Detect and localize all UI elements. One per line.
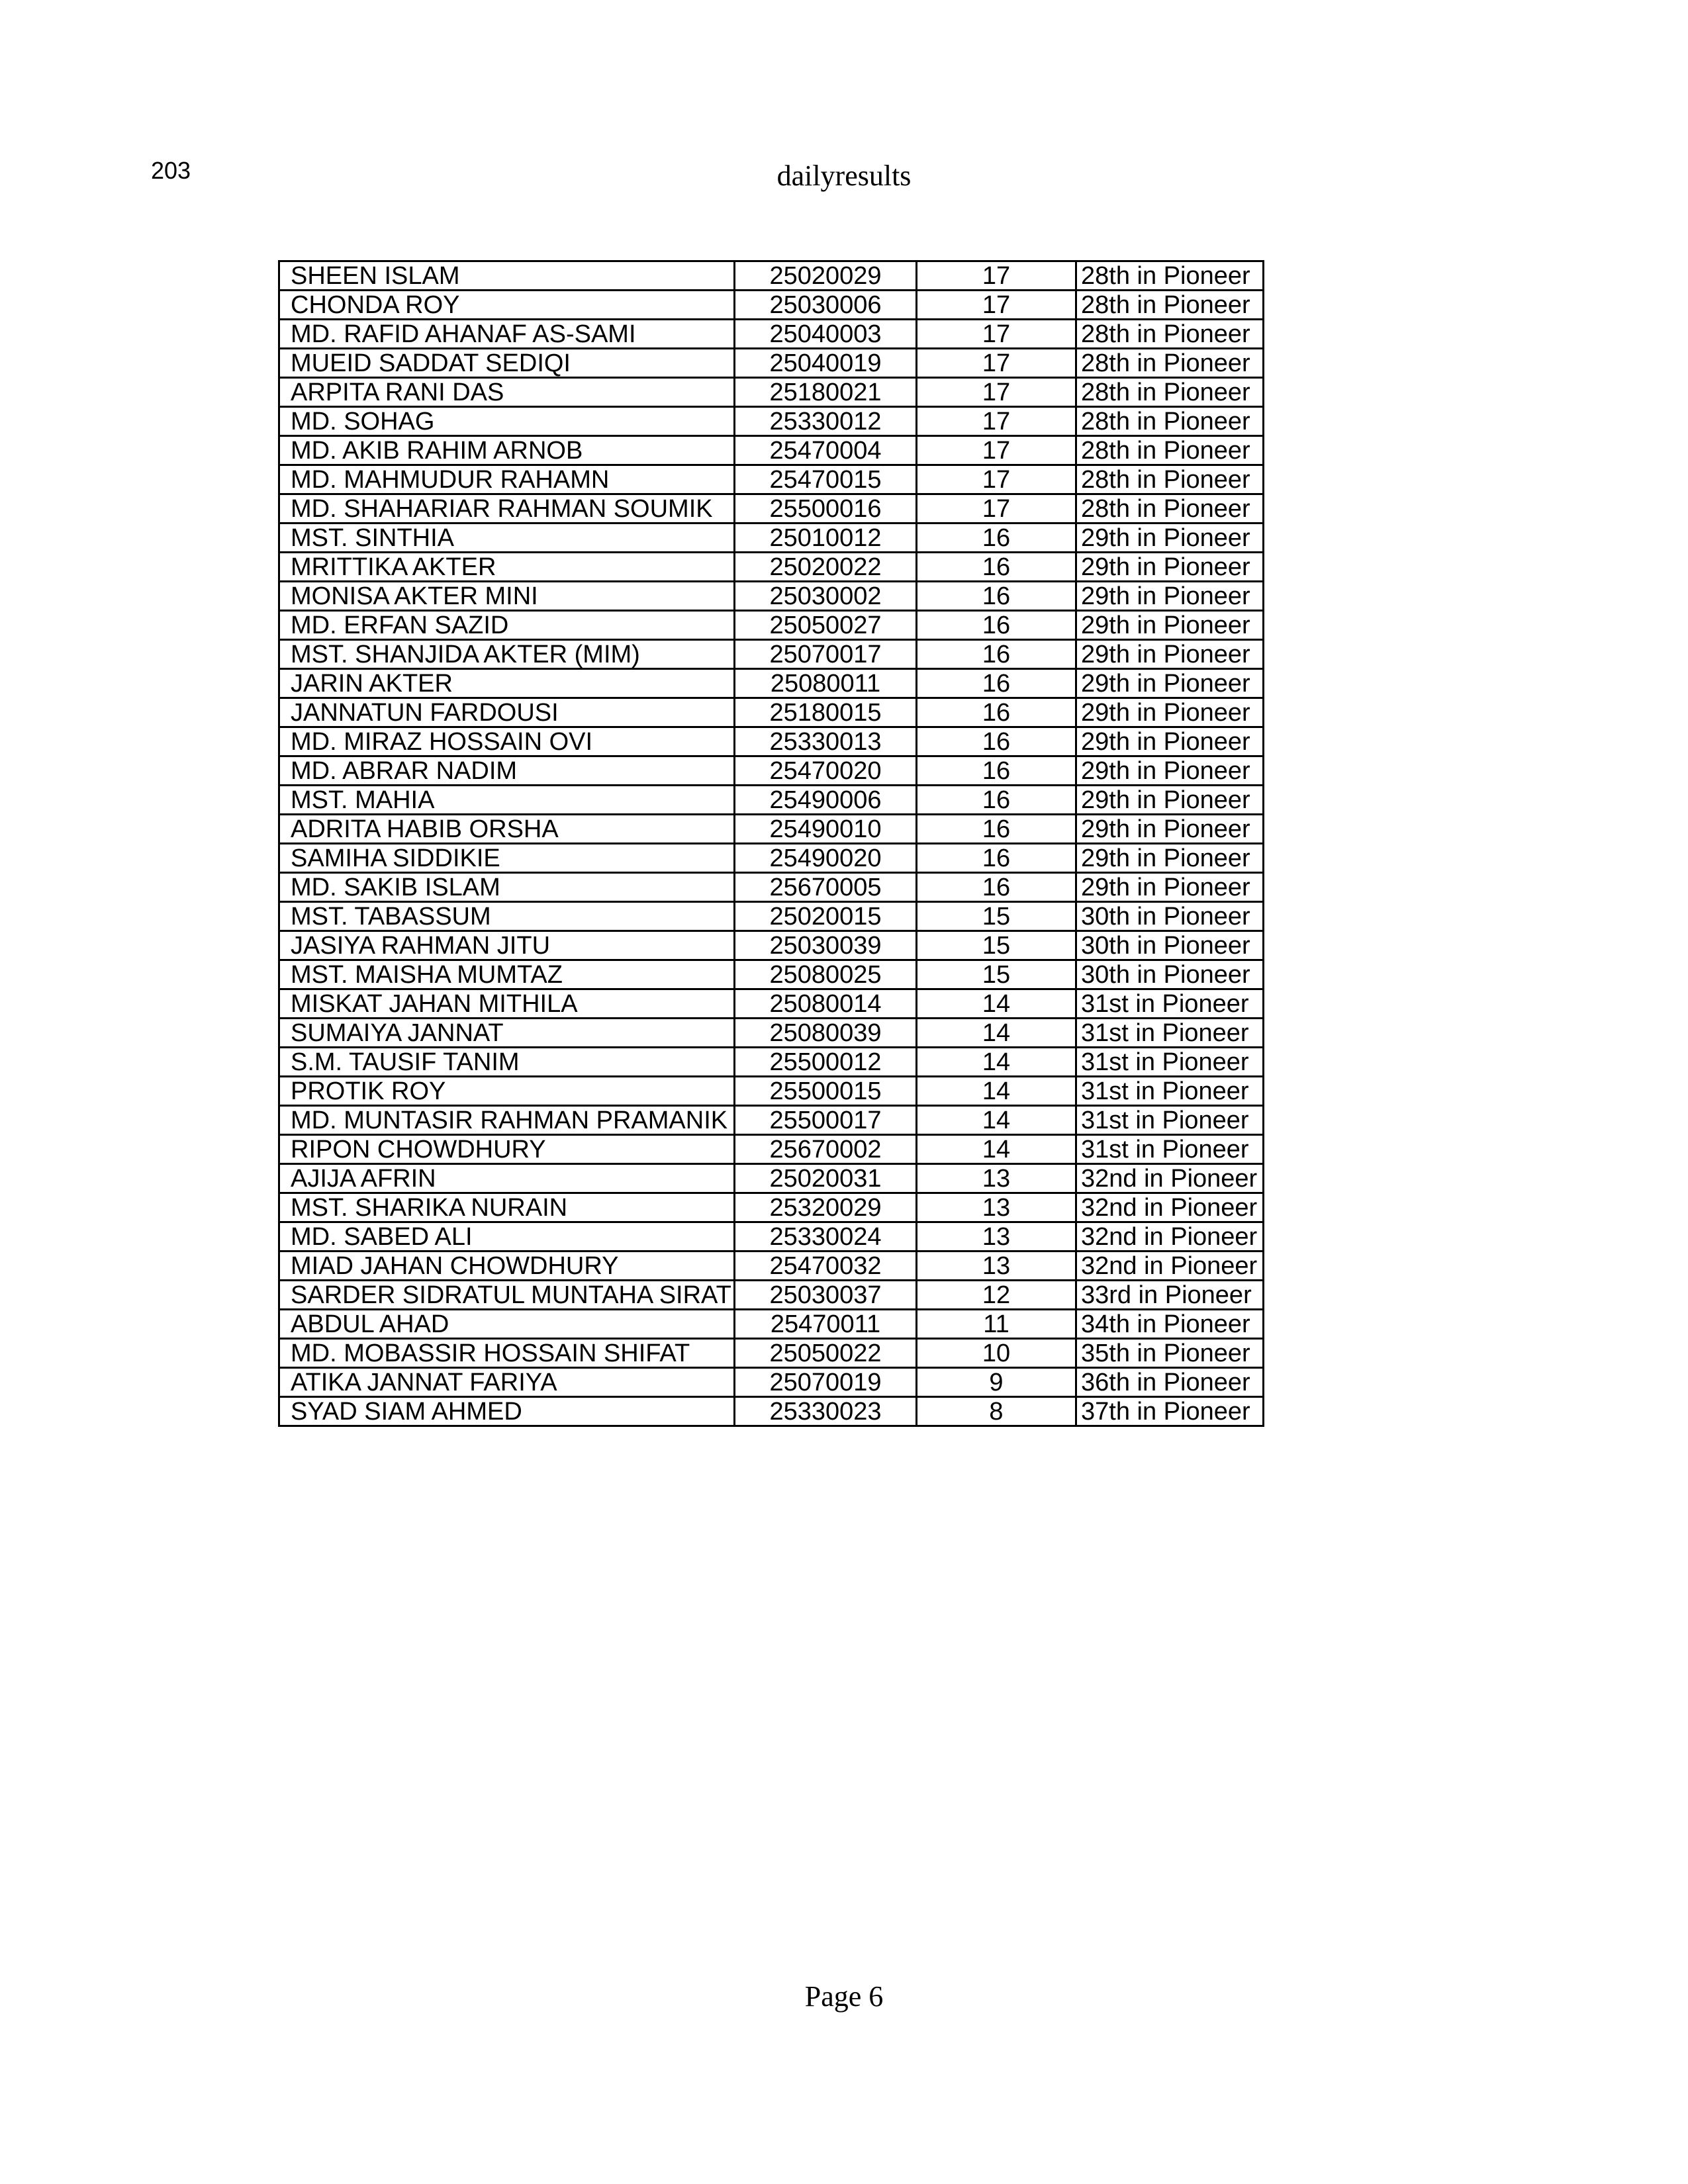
- table-row: [279, 611, 1264, 640]
- position-cell: 36th in Pioneer: [1076, 1368, 1264, 1397]
- position-cell: 37th in Pioneer: [1076, 1397, 1264, 1426]
- student-name-cell: MD. MUNTASIR RAHMAN PRAMANIK: [279, 1106, 735, 1135]
- marks-cell: 13: [917, 1251, 1076, 1281]
- table-row: [279, 989, 1264, 1019]
- marks-cell: 15: [917, 960, 1076, 989]
- student-name-cell: S.M. TAUSIF TANIM: [279, 1048, 735, 1077]
- student-name-cell: MRITTIKA AKTER: [279, 553, 735, 582]
- position-cell: 29th in Pioneer: [1076, 698, 1264, 727]
- position-cell: 31st in Pioneer: [1076, 989, 1264, 1019]
- roll-number-cell: 25490020: [735, 844, 917, 873]
- marks-cell: 17: [917, 349, 1076, 378]
- marks-cell: 8: [917, 1397, 1076, 1426]
- table-row: [279, 553, 1264, 582]
- marks-cell: 13: [917, 1164, 1076, 1193]
- student-name-cell: MD. SHAHARIAR RAHMAN SOUMIK: [279, 494, 735, 523]
- position-cell: 29th in Pioneer: [1076, 523, 1264, 553]
- position-cell: 29th in Pioneer: [1076, 756, 1264, 786]
- student-name-cell: MISKAT JAHAN MITHILA: [279, 989, 735, 1019]
- roll-number-cell: 25020029: [735, 261, 917, 291]
- marks-cell: 16: [917, 756, 1076, 786]
- page-number: 203: [151, 157, 191, 184]
- table-row: [279, 756, 1264, 786]
- marks-cell: 16: [917, 873, 1076, 902]
- student-name-cell: MST. MAHIA: [279, 786, 735, 815]
- table-row: [279, 931, 1264, 960]
- roll-number-cell: 25030006: [735, 291, 917, 320]
- roll-number-cell: 25470015: [735, 465, 917, 494]
- roll-number-cell: 25030039: [735, 931, 917, 960]
- table-row: [279, 902, 1264, 931]
- roll-number-cell: 25330023: [735, 1397, 917, 1426]
- roll-number-cell: 25020031: [735, 1164, 917, 1193]
- roll-number-cell: 25050027: [735, 611, 917, 640]
- table-row: [279, 1281, 1264, 1310]
- student-name-cell: SAMIHA SIDDIKIE: [279, 844, 735, 873]
- marks-cell: 17: [917, 407, 1076, 436]
- student-name-cell: MD. MIRAZ HOSSAIN OVI: [279, 727, 735, 756]
- position-cell: 28th in Pioneer: [1076, 320, 1264, 349]
- marks-cell: 16: [917, 727, 1076, 756]
- roll-number-cell: 25490006: [735, 786, 917, 815]
- position-cell: 32nd in Pioneer: [1076, 1164, 1264, 1193]
- marks-cell: 14: [917, 1077, 1076, 1106]
- marks-cell: 14: [917, 1135, 1076, 1164]
- table-row: [279, 523, 1264, 553]
- marks-cell: 16: [917, 553, 1076, 582]
- roll-number-cell: 25030002: [735, 582, 917, 611]
- roll-number-cell: 25180015: [735, 698, 917, 727]
- roll-number-cell: 25080011: [735, 669, 917, 698]
- table-row: [279, 494, 1264, 523]
- position-cell: 28th in Pioneer: [1076, 407, 1264, 436]
- marks-cell: 13: [917, 1193, 1076, 1222]
- page-footer: Page 6: [804, 1980, 884, 2013]
- table-row: [279, 291, 1264, 320]
- roll-number-cell: 25670002: [735, 1135, 917, 1164]
- marks-cell: 17: [917, 465, 1076, 494]
- table-row: [279, 1339, 1264, 1368]
- table-row: [279, 960, 1264, 989]
- position-cell: 32nd in Pioneer: [1076, 1193, 1264, 1222]
- roll-number-cell: 25040019: [735, 349, 917, 378]
- marks-cell: 17: [917, 291, 1076, 320]
- position-cell: 29th in Pioneer: [1076, 873, 1264, 902]
- position-cell: 28th in Pioneer: [1076, 349, 1264, 378]
- marks-cell: 15: [917, 902, 1076, 931]
- student-name-cell: MUEID SADDAT SEDIQI: [279, 349, 735, 378]
- student-name-cell: MONISA AKTER MINI: [279, 582, 735, 611]
- table-row: [279, 349, 1264, 378]
- results-table: [278, 260, 1264, 1427]
- roll-number-cell: 25470020: [735, 756, 917, 786]
- marks-cell: 12: [917, 1281, 1076, 1310]
- page-title: dailyresults: [776, 159, 912, 192]
- position-cell: 31st in Pioneer: [1076, 1135, 1264, 1164]
- marks-cell: 16: [917, 523, 1076, 553]
- student-name-cell: JASIYA RAHMAN JITU: [279, 931, 735, 960]
- student-name-cell: CHONDA ROY: [279, 291, 735, 320]
- student-name-cell: MD. RAFID AHANAF AS-SAMI: [279, 320, 735, 349]
- table-row: [279, 640, 1264, 669]
- table-row: [279, 320, 1264, 349]
- table-row: [279, 436, 1264, 465]
- roll-number-cell: 25040003: [735, 320, 917, 349]
- table-row: [279, 1251, 1264, 1281]
- table-row: [279, 669, 1264, 698]
- student-name-cell: ATIKA JANNAT FARIYA: [279, 1368, 735, 1397]
- results-table-body: [279, 261, 1264, 1426]
- marks-cell: 17: [917, 378, 1076, 407]
- table-row: [279, 465, 1264, 494]
- student-name-cell: SARDER SIDRATUL MUNTAHA SIRAT: [279, 1281, 735, 1310]
- marks-cell: 17: [917, 494, 1076, 523]
- position-cell: 29th in Pioneer: [1076, 669, 1264, 698]
- position-cell: 28th in Pioneer: [1076, 465, 1264, 494]
- table-row: [279, 1106, 1264, 1135]
- table-row: [279, 844, 1264, 873]
- position-cell: 31st in Pioneer: [1076, 1048, 1264, 1077]
- marks-cell: 17: [917, 261, 1076, 291]
- table-row: [279, 1048, 1264, 1077]
- student-name-cell: RIPON CHOWDHURY: [279, 1135, 735, 1164]
- roll-number-cell: 25020015: [735, 902, 917, 931]
- roll-number-cell: 25470004: [735, 436, 917, 465]
- position-cell: 30th in Pioneer: [1076, 902, 1264, 931]
- roll-number-cell: 25500017: [735, 1106, 917, 1135]
- marks-cell: 17: [917, 320, 1076, 349]
- position-cell: 29th in Pioneer: [1076, 727, 1264, 756]
- student-name-cell: MD. SABED ALI: [279, 1222, 735, 1251]
- table-row: [279, 727, 1264, 756]
- position-cell: 29th in Pioneer: [1076, 611, 1264, 640]
- marks-cell: 17: [917, 436, 1076, 465]
- student-name-cell: ARPITA RANI DAS: [279, 378, 735, 407]
- table-row: [279, 1019, 1264, 1048]
- position-cell: 32nd in Pioneer: [1076, 1251, 1264, 1281]
- marks-cell: 14: [917, 1019, 1076, 1048]
- position-cell: 33rd in Pioneer: [1076, 1281, 1264, 1310]
- student-name-cell: MST. MAISHA MUMTAZ: [279, 960, 735, 989]
- student-name-cell: MST. SINTHIA: [279, 523, 735, 553]
- roll-number-cell: 25080025: [735, 960, 917, 989]
- position-cell: 28th in Pioneer: [1076, 378, 1264, 407]
- table-row: [279, 1310, 1264, 1339]
- position-cell: 31st in Pioneer: [1076, 1019, 1264, 1048]
- roll-number-cell: 25010012: [735, 523, 917, 553]
- roll-number-cell: 25330012: [735, 407, 917, 436]
- student-name-cell: SUMAIYA JANNAT: [279, 1019, 735, 1048]
- table-row: [279, 815, 1264, 844]
- student-name-cell: MD. MAHMUDUR RAHAMN: [279, 465, 735, 494]
- table-row: [279, 582, 1264, 611]
- table-row: [279, 1164, 1264, 1193]
- roll-number-cell: 25470011: [735, 1310, 917, 1339]
- position-cell: 35th in Pioneer: [1076, 1339, 1264, 1368]
- marks-cell: 10: [917, 1339, 1076, 1368]
- student-name-cell: MD. SOHAG: [279, 407, 735, 436]
- position-cell: 28th in Pioneer: [1076, 291, 1264, 320]
- roll-number-cell: 25180021: [735, 378, 917, 407]
- position-cell: 29th in Pioneer: [1076, 640, 1264, 669]
- student-name-cell: SYAD SIAM AHMED: [279, 1397, 735, 1426]
- position-cell: 28th in Pioneer: [1076, 261, 1264, 291]
- marks-cell: 16: [917, 815, 1076, 844]
- table-row: [279, 261, 1264, 291]
- table-row: [279, 1222, 1264, 1251]
- marks-cell: 16: [917, 582, 1076, 611]
- position-cell: 31st in Pioneer: [1076, 1077, 1264, 1106]
- student-name-cell: MD. SAKIB ISLAM: [279, 873, 735, 902]
- marks-cell: 16: [917, 698, 1076, 727]
- position-cell: 29th in Pioneer: [1076, 844, 1264, 873]
- table-row: [279, 407, 1264, 436]
- roll-number-cell: 25080014: [735, 989, 917, 1019]
- roll-number-cell: 25330013: [735, 727, 917, 756]
- table-row: [279, 1368, 1264, 1397]
- marks-cell: 15: [917, 931, 1076, 960]
- student-name-cell: MIAD JAHAN CHOWDHURY: [279, 1251, 735, 1281]
- roll-number-cell: 25320029: [735, 1193, 917, 1222]
- roll-number-cell: 25020022: [735, 553, 917, 582]
- table-row: [279, 698, 1264, 727]
- table-row: [279, 1135, 1264, 1164]
- roll-number-cell: 25500015: [735, 1077, 917, 1106]
- position-cell: 34th in Pioneer: [1076, 1310, 1264, 1339]
- marks-cell: 16: [917, 786, 1076, 815]
- roll-number-cell: 25500012: [735, 1048, 917, 1077]
- marks-cell: 14: [917, 1048, 1076, 1077]
- roll-number-cell: 25470032: [735, 1251, 917, 1281]
- roll-number-cell: 25050022: [735, 1339, 917, 1368]
- student-name-cell: MD. MOBASSIR HOSSAIN SHIFAT: [279, 1339, 735, 1368]
- student-name-cell: ABDUL AHAD: [279, 1310, 735, 1339]
- roll-number-cell: 25670005: [735, 873, 917, 902]
- position-cell: 28th in Pioneer: [1076, 436, 1264, 465]
- position-cell: 29th in Pioneer: [1076, 786, 1264, 815]
- position-cell: 30th in Pioneer: [1076, 931, 1264, 960]
- marks-cell: 14: [917, 989, 1076, 1019]
- marks-cell: 14: [917, 1106, 1076, 1135]
- student-name-cell: MD. ABRAR NADIM: [279, 756, 735, 786]
- roll-number-cell: 25070019: [735, 1368, 917, 1397]
- table-row: [279, 786, 1264, 815]
- student-name-cell: MST. TABASSUM: [279, 902, 735, 931]
- student-name-cell: AJIJA AFRIN: [279, 1164, 735, 1193]
- student-name-cell: MD. ERFAN SAZID: [279, 611, 735, 640]
- position-cell: 29th in Pioneer: [1076, 815, 1264, 844]
- roll-number-cell: 25500016: [735, 494, 917, 523]
- marks-cell: 16: [917, 844, 1076, 873]
- position-cell: 32nd in Pioneer: [1076, 1222, 1264, 1251]
- marks-cell: 11: [917, 1310, 1076, 1339]
- student-name-cell: SHEEN ISLAM: [279, 261, 735, 291]
- marks-cell: 9: [917, 1368, 1076, 1397]
- student-name-cell: JARIN AKTER: [279, 669, 735, 698]
- marks-cell: 16: [917, 611, 1076, 640]
- student-name-cell: MD. AKIB RAHIM ARNOB: [279, 436, 735, 465]
- position-cell: 31st in Pioneer: [1076, 1106, 1264, 1135]
- student-name-cell: ADRITA HABIB ORSHA: [279, 815, 735, 844]
- table-row: [279, 1397, 1264, 1426]
- position-cell: 29th in Pioneer: [1076, 582, 1264, 611]
- marks-cell: 13: [917, 1222, 1076, 1251]
- student-name-cell: MST. SHARIKA NURAIN: [279, 1193, 735, 1222]
- roll-number-cell: 25030037: [735, 1281, 917, 1310]
- student-name-cell: JANNATUN FARDOUSI: [279, 698, 735, 727]
- table-row: [279, 1077, 1264, 1106]
- roll-number-cell: 25330024: [735, 1222, 917, 1251]
- student-name-cell: MST. SHANJIDA AKTER (MIM): [279, 640, 735, 669]
- marks-cell: 16: [917, 640, 1076, 669]
- student-name-cell: PROTIK ROY: [279, 1077, 735, 1106]
- position-cell: 28th in Pioneer: [1076, 494, 1264, 523]
- position-cell: 30th in Pioneer: [1076, 960, 1264, 989]
- roll-number-cell: 25490010: [735, 815, 917, 844]
- table-row: [279, 1193, 1264, 1222]
- table-row: [279, 873, 1264, 902]
- marks-cell: 16: [917, 669, 1076, 698]
- roll-number-cell: 25070017: [735, 640, 917, 669]
- roll-number-cell: 25080039: [735, 1019, 917, 1048]
- table-row: [279, 378, 1264, 407]
- position-cell: 29th in Pioneer: [1076, 553, 1264, 582]
